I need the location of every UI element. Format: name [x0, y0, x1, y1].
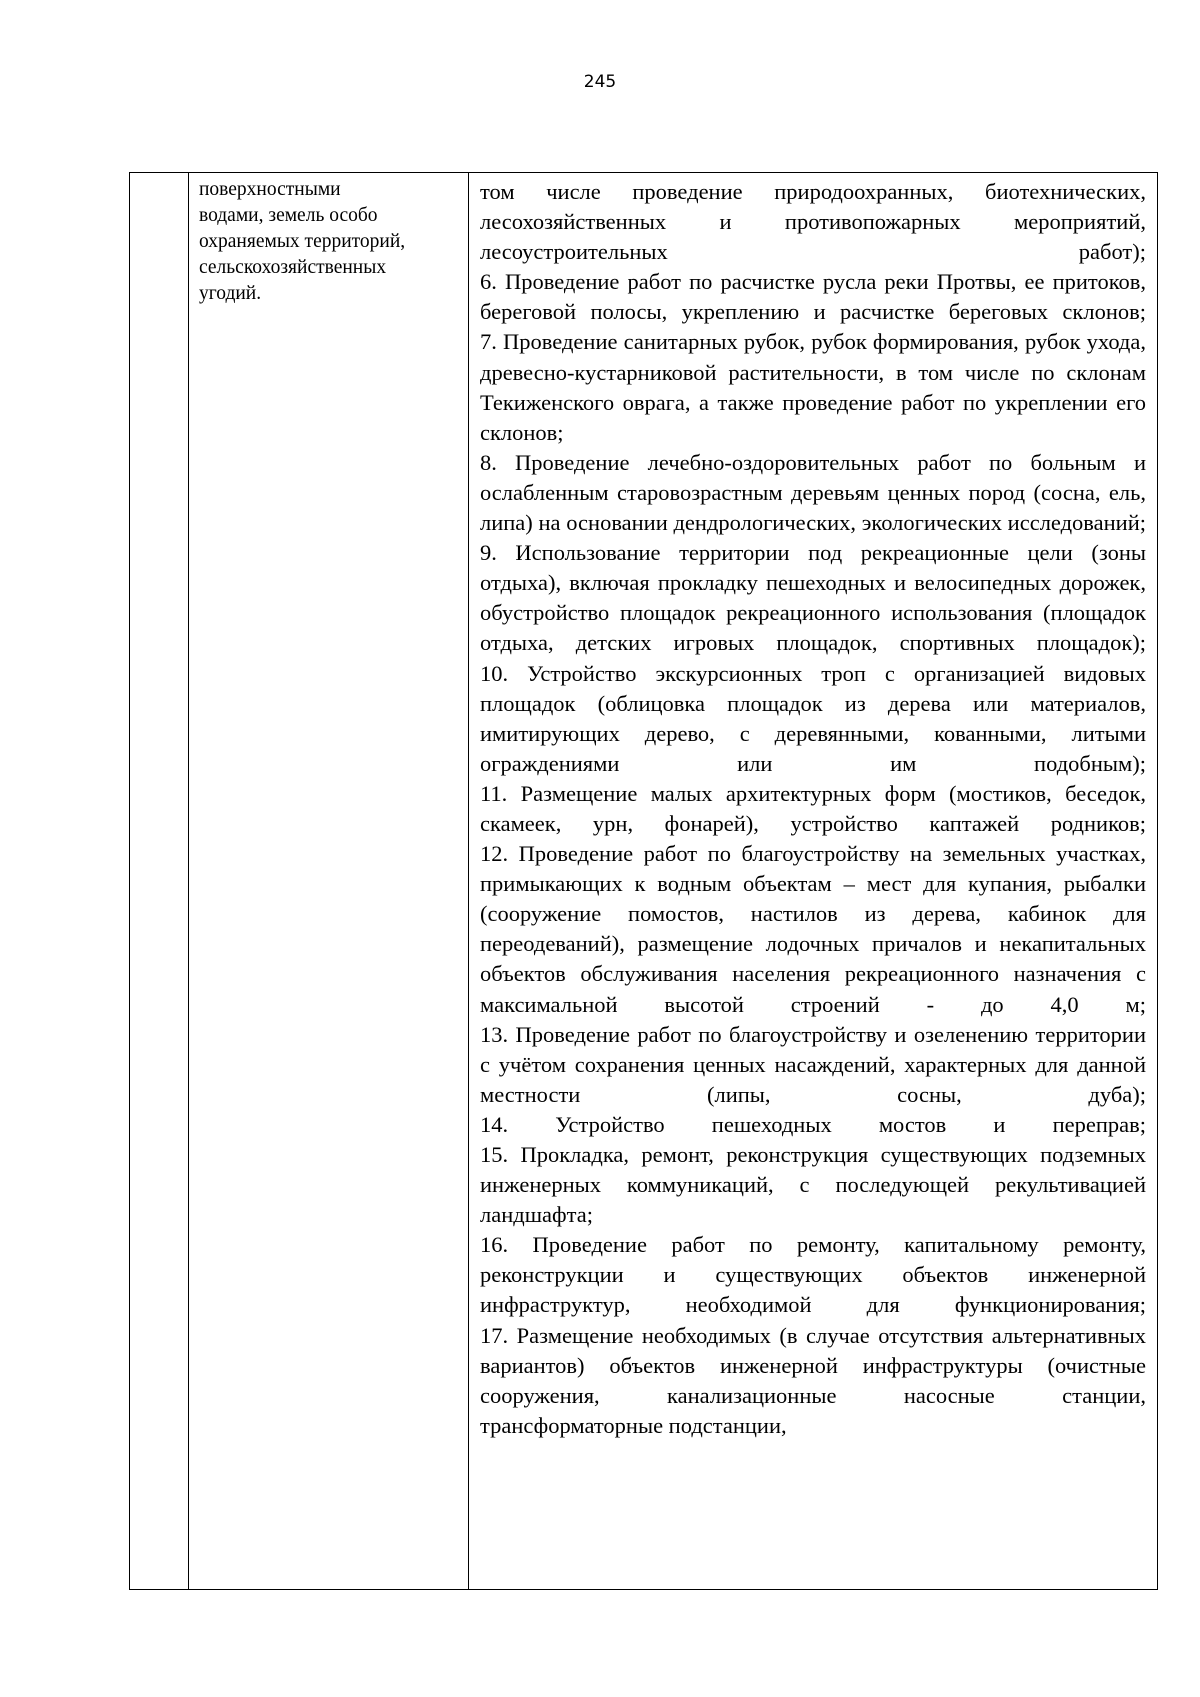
list-item: 12. Проведение работ по благоустройству на земельных участках, примыкающих к водным объектам – мест для купания, рыбалки (сооружение помостов, настилов из дерева, кабинок для переодеваний), размещение лодочных причалов и некапитальных объектов обслуживания населения рекреационного назначения с максимальной высотой строений - до 4,0 м; — [480, 841, 1146, 1017]
list-item: 15. Прокладка, ремонт, реконструкция существующих подземных инженерных коммуникаций, с последующей рекультивацией ландшафта; — [480, 1142, 1146, 1228]
page-number: 245 — [583, 72, 617, 92]
list-item: 6. Проведение работ по расчистке русла реки Протвы, ее притоков, береговой полосы, укреплению и расчистке береговых склонов; — [480, 269, 1146, 325]
list-item: 13. Проведение работ по благоустройству и озеленению территории с учётом сохранения ценных насаждений, характерных для данной местности (липы, сосны, дуба); — [480, 1021, 1146, 1107]
list-item: 16. Проведение работ по ремонту, капитальному ремонту, реконструкции и существующих объектов инженерной инфраструктур, необходимой для функционирования; — [480, 1232, 1146, 1318]
table-row — [130, 173, 1158, 1590]
zone-name-line: водами, земель особо — [199, 205, 378, 226]
list-item: том числе проведение природоохранных, биотехнических, лесохозяйственных и противопожарных мероприятий, лесоустроительных работ); — [480, 179, 1146, 265]
permitted-activities-cell — [469, 173, 1158, 1590]
list-item: 11. Размещение малых архитектурных форм (мостиков, беседок, скамеек, урн, фонарей), устройство каптажей родников; — [480, 780, 1146, 836]
zone-name-line: сельскохозяйственных — [199, 257, 387, 278]
row-number-cell — [130, 173, 189, 1590]
list-item: 17. Размещение необходимых (в случае отсутствия альтернативных вариантов) объектов инженерной инфраструктуры (очистные сооружения, канализационные насосные станции, трансформаторные подстанции, — [480, 1322, 1146, 1438]
zone-name-line: угодий. — [199, 283, 262, 304]
zone-name-line: поверхностными — [199, 179, 341, 200]
list-item: 10. Устройство экскурсионных троп с организацией видовых площадок (облицовка площадок из дерева или материалов, имитирующих дерево, с деревянными, кованными, литыми ограждениями или им подобным); — [480, 660, 1146, 776]
list-item: 14. Устройство пешеходных мостов и переправ; — [480, 1111, 1146, 1137]
list-item: 7. Проведение санитарных рубок, рубок формирования, рубок ухода, древесно-кустарниковой растительности, в том числе по склонам Текиженского оврага, а также проведение работ по укреплении его склонов; — [480, 329, 1146, 445]
regulations-table — [129, 172, 1158, 1590]
zone-name-line: охраняемых территорий, — [199, 231, 406, 252]
list-item: 9. Использование территории под рекреационные цели (зоны отдыха), включая прокладку пешеходных и велосипедных дорожек, обустройство площадок рекреационного использования (площадок отдыха, детских игровых площадок, спортивных площадок); — [480, 540, 1146, 656]
list-item: 8. Проведение лечебно-оздоровительных работ по больным и ослабленным старовозрастным деревьям ценных пород (сосна, ель, липа) на основании дендрологических, экологических исследований; — [480, 449, 1146, 536]
zone-name-cell — [189, 173, 469, 1590]
